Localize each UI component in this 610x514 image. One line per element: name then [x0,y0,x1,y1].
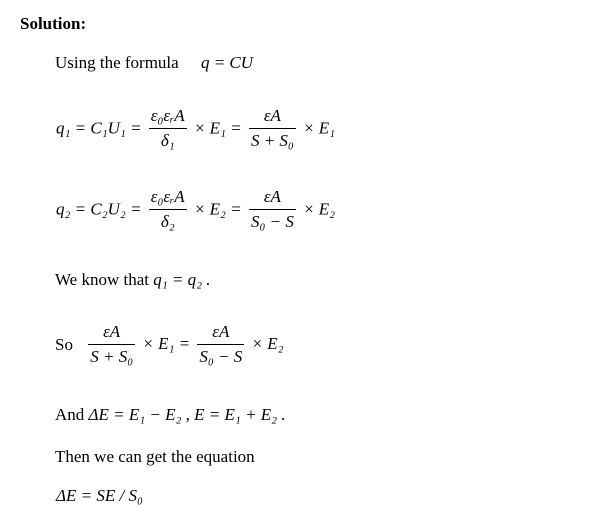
so-f1-denominator: S + S₀ [88,344,135,367]
eq1-mul1: × E₁ = [193,118,242,138]
so-f2-numerator: εA [212,322,230,341]
and-prefix: And [55,405,85,424]
eq2-f1-denominator: δ₂ [149,209,187,232]
intro-text: Using the formula [55,53,179,72]
formula-q-cu: q = CU [200,53,254,72]
eq2-lhs: q₂ = C₂U₂ = [56,199,142,219]
so-f1-numerator: εA [103,322,121,341]
so-line [55,322,284,367]
equation-q1 [56,106,335,151]
so-label: So [55,334,73,354]
so-mul1: × E₁ = [142,334,191,354]
eq1-fraction-2 [249,106,296,151]
final-equation: ΔE = SE / S₀ [56,486,143,505]
eq1-lhs: q₁ = C₁U₁ = [56,118,142,138]
eq1-f2-denominator: S + S₀ [249,128,296,151]
know-equation: q₁ = q₂ . [153,270,211,289]
so-fraction-2 [197,322,244,367]
eq2-f1-numerator: ε₀εᵣA [150,187,185,206]
eq2-fraction-2 [249,187,296,232]
eq1-f1-denominator: δ₁ [149,128,187,151]
solution-heading: Solution: [20,14,87,33]
eq1-mul2: × E₁ [303,118,336,138]
eq2-f2-denominator: S₀ − S [249,209,296,232]
so-mul2: × E₂ [251,334,284,354]
eq2-f2-numerator: εA [263,187,281,206]
eq2-mul1: × E₂ = [193,199,242,219]
know-line [55,270,211,290]
eq1-f2-numerator: εA [263,106,281,125]
then-text: Then we can get the equation [55,447,255,466]
intro-line [55,53,253,73]
equation-q2 [56,187,335,232]
so-f2-denominator: S₀ − S [197,344,244,367]
know-prefix: We know that [55,270,149,289]
eq1-f1-numerator: ε₀εᵣA [150,106,185,125]
and-equation: ΔE = E₁ − E₂ , E = E₁ + E₂ . [88,405,286,424]
eq2-fraction-1 [149,187,187,232]
so-fraction-1 [88,322,135,367]
eq1-fraction-1 [149,106,187,151]
and-line [55,405,286,425]
eq2-mul2: × E₂ [303,199,336,219]
